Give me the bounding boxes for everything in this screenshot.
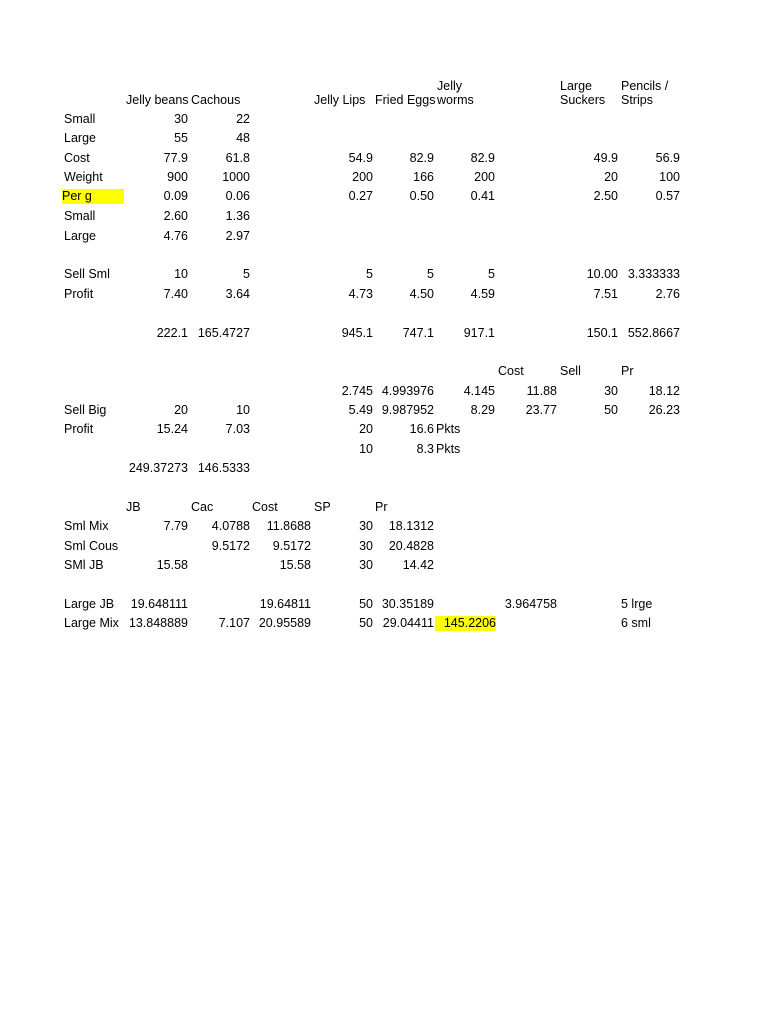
sheet-cell: 5 lrge xyxy=(621,597,653,611)
sheet-cell: 2.97 xyxy=(225,229,250,243)
sheet-cell: 0.50 xyxy=(409,189,434,203)
sheet-cell: 146.5333 xyxy=(197,461,250,475)
sheet-cell: 5.49 xyxy=(348,403,373,417)
sheet-cell: Pkts xyxy=(436,442,461,456)
sheet-cell: Pr xyxy=(621,364,634,378)
sheet-cell: Small xyxy=(64,209,96,223)
sheet-cell: Profit xyxy=(64,422,94,436)
sheet-cell: 16.6 xyxy=(409,422,434,436)
sheet-cell: Large xyxy=(560,79,592,93)
sheet-cell: 7.51 xyxy=(593,287,618,301)
sheet-cell: 8.3 xyxy=(416,442,434,456)
sheet-cell: 552.8667 xyxy=(627,326,680,340)
sheet-cell: Cost xyxy=(252,500,278,514)
sheet-cell: Cac xyxy=(191,500,214,514)
sheet-cell: 14.42 xyxy=(402,558,434,572)
sheet-cell: 30 xyxy=(359,519,373,533)
sheet-cell: Sml Cous xyxy=(64,539,119,553)
sheet-cell: 7.03 xyxy=(225,422,250,436)
sheet-cell: Large xyxy=(64,229,96,243)
sheet-cell: Pencils / xyxy=(621,79,669,93)
sheet-cell: Cost xyxy=(498,364,524,378)
sheet-cell: 222.1 xyxy=(156,326,188,340)
sheet-cell: 30.35189 xyxy=(381,597,434,611)
sheet-cell: Jelly beans xyxy=(126,93,189,107)
sheet-cell: 945.1 xyxy=(341,326,373,340)
sheet-cell: 15.58 xyxy=(156,558,188,572)
sheet-cell: 165.4727 xyxy=(197,326,250,340)
sheet-cell: SP xyxy=(314,500,331,514)
sheet-cell: 8.29 xyxy=(470,403,495,417)
sheet-cell: 50 xyxy=(359,616,373,630)
sheet-cell: 4.59 xyxy=(470,287,495,301)
sheet-cell: Cachous xyxy=(191,93,241,107)
sheet-cell: Sell Sml xyxy=(64,267,110,281)
sheet-cell: JB xyxy=(126,500,141,514)
sheet-cell: 200 xyxy=(474,170,495,184)
sheet-cell: 56.9 xyxy=(655,151,680,165)
sheet-cell: 0.06 xyxy=(225,189,250,203)
sheet-cell: 20 xyxy=(359,422,373,436)
sheet-cell: 2.76 xyxy=(655,287,680,301)
sheet-cell: 50 xyxy=(604,403,618,417)
sheet-cell: 20 xyxy=(604,170,618,184)
highlighted-cell: Per g xyxy=(62,189,124,204)
sheet-cell: 30 xyxy=(359,558,373,572)
sheet-cell: Jelly Lips xyxy=(314,93,366,107)
sheet-cell: Fried Eggs xyxy=(375,93,436,107)
sheet-cell: 0.09 xyxy=(163,189,188,203)
sheet-cell: 249.37273 xyxy=(128,461,188,475)
sheet-cell: 3.333333 xyxy=(627,267,680,281)
sheet-cell: Pr xyxy=(375,500,388,514)
sheet-cell: 30 xyxy=(359,539,373,553)
sheet-cell: 0.27 xyxy=(348,189,373,203)
sheet-cell: 29.04411 xyxy=(382,616,434,630)
sheet-cell: 150.1 xyxy=(586,326,618,340)
sheet-cell: 917.1 xyxy=(463,326,495,340)
sheet-cell: 18.1312 xyxy=(388,519,434,533)
sheet-cell: 15.24 xyxy=(156,422,188,436)
sheet-cell: 18.12 xyxy=(648,384,680,398)
sheet-cell: 2.60 xyxy=(163,209,188,223)
sheet-cell: 82.9 xyxy=(470,151,495,165)
sheet-cell: 747.1 xyxy=(402,326,434,340)
sheet-cell: 2.50 xyxy=(593,189,618,203)
sheet-cell: 11.88 xyxy=(526,384,557,398)
sheet-cell: 5 xyxy=(243,267,250,281)
sheet-cell: 4.76 xyxy=(163,229,188,243)
highlighted-cell: 145.2206 xyxy=(435,616,496,631)
sheet-cell: 9.5172 xyxy=(272,539,311,553)
sheet-cell: Sml Mix xyxy=(64,519,109,533)
sheet-cell: 0.41 xyxy=(470,189,495,203)
sheet-cell: 54.9 xyxy=(348,151,373,165)
sheet-cell: Weight xyxy=(64,170,103,184)
sheet-cell: 1000 xyxy=(222,170,250,184)
sheet-cell: 4.993976 xyxy=(381,384,434,398)
sheet-cell: 11.8688 xyxy=(266,519,311,533)
sheet-cell: Sell xyxy=(560,364,581,378)
sheet-cell: 900 xyxy=(167,170,188,184)
sheet-cell: 4.145 xyxy=(463,384,495,398)
sheet-cell: 30 xyxy=(174,112,188,126)
sheet-cell: 20 xyxy=(174,403,188,417)
sheet-cell: 4.0788 xyxy=(211,519,250,533)
sheet-cell: 7.107 xyxy=(218,616,250,630)
sheet-cell: Small xyxy=(64,112,96,126)
sheet-cell: 9.5172 xyxy=(211,539,250,553)
sheet-cell: SMl JB xyxy=(64,558,104,572)
sheet-cell: 19.64811 xyxy=(259,597,311,611)
sheet-cell: Pkts xyxy=(436,422,461,436)
sheet-cell: 77.9 xyxy=(163,151,188,165)
sheet-cell: 10 xyxy=(236,403,250,417)
sheet-cell: 5 xyxy=(427,267,434,281)
sheet-cell: Strips xyxy=(621,93,653,107)
sheet-cell: 26.23 xyxy=(648,403,680,417)
sheet-cell: 2.745 xyxy=(341,384,373,398)
sheet-cell: Cost xyxy=(64,151,90,165)
sheet-cell: 61.8 xyxy=(225,151,250,165)
sheet-cell: 55 xyxy=(174,131,188,145)
sheet-cell: 4.73 xyxy=(348,287,373,301)
sheet-cell: 15.58 xyxy=(279,558,311,572)
sheet-cell: 0.57 xyxy=(655,189,680,203)
sheet-cell: Large xyxy=(64,131,96,145)
sheet-cell: 30 xyxy=(604,384,618,398)
sheet-cell: 6 sml xyxy=(621,616,651,630)
sheet-cell: 13.848889 xyxy=(128,616,188,630)
sheet-cell: 48 xyxy=(236,131,250,145)
sheet-cell: 1.36 xyxy=(225,209,250,223)
sheet-cell: Large JB xyxy=(64,597,115,611)
sheet-cell: 22 xyxy=(236,112,250,126)
sheet-cell: 3.64 xyxy=(225,287,250,301)
sheet-cell: 9.987952 xyxy=(381,403,434,417)
sheet-cell: 3.964758 xyxy=(504,597,557,611)
sheet-cell: 200 xyxy=(352,170,373,184)
sheet-cell: Suckers xyxy=(560,93,606,107)
sheet-cell: 10 xyxy=(359,442,373,456)
sheet-cell: 4.50 xyxy=(409,287,434,301)
sheet-cell: 166 xyxy=(413,170,434,184)
sheet-cell: 20.95589 xyxy=(258,616,311,630)
sheet-cell: 23.77 xyxy=(525,403,557,417)
sheet-cell: 100 xyxy=(659,170,680,184)
sheet-cell: 5 xyxy=(488,267,495,281)
sheet-cell: 10.00 xyxy=(586,267,618,281)
sheet-cell: 82.9 xyxy=(409,151,434,165)
sheet-cell: Jelly xyxy=(437,79,463,93)
sheet-cell: 7.79 xyxy=(163,519,188,533)
sheet-cell: 20.4828 xyxy=(388,539,434,553)
sheet-cell: Sell Big xyxy=(64,403,107,417)
sheet-cell: 7.40 xyxy=(163,287,188,301)
sheet-cell: 10 xyxy=(174,267,188,281)
sheet-cell: Profit xyxy=(64,287,94,301)
sheet-cell: Large Mix xyxy=(64,616,119,630)
sheet-cell: 50 xyxy=(359,597,373,611)
sheet-cell: 19.648111 xyxy=(130,597,188,611)
sheet-cell: 5 xyxy=(366,267,373,281)
sheet-cell: 49.9 xyxy=(593,151,618,165)
sheet-cell: worms xyxy=(437,93,474,107)
